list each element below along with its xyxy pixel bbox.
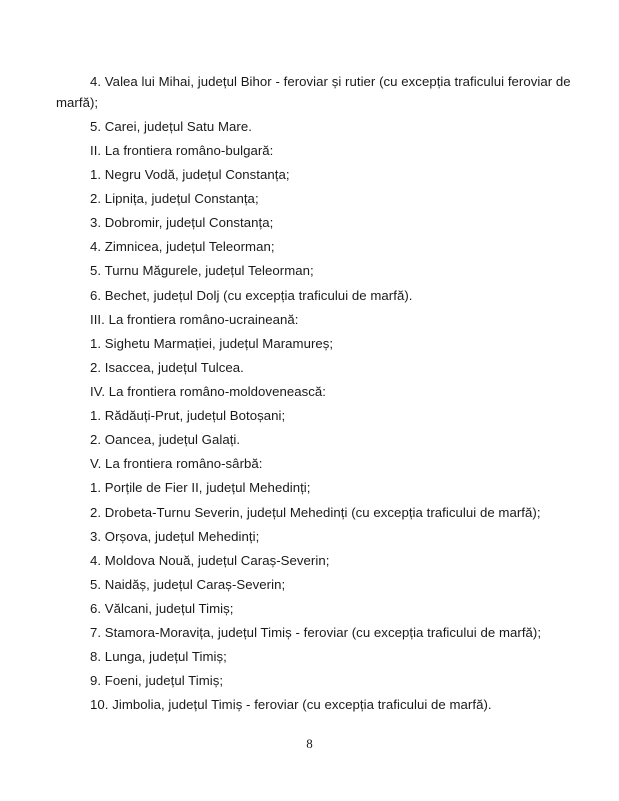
section-heading-bulgaria: II. La frontiera româno-bulgară: xyxy=(90,143,274,158)
list-item-dobromir: 3. Dobromir, județul Constanța; xyxy=(90,215,274,230)
list-item-oancea: 2. Oancea, județul Galați. xyxy=(90,432,241,447)
list-item-bechet: 6. Bechet, județul Dolj (cu excepția traficului de marfă). xyxy=(90,288,413,303)
list-item-radauti-prut: 1. Rădăuți-Prut, județul Botoșani; xyxy=(90,408,286,423)
list-item-isaccea: 2. Isaccea, județul Tulcea. xyxy=(90,360,244,375)
list-item-foeni: 9. Foeni, județul Timiș; xyxy=(90,673,224,688)
list-item-zimnicea: 4. Zimnicea, județul Teleorman; xyxy=(90,239,275,254)
list-item-stamora-moravita: 7. Stamora-Moravița, județul Timiș - feroviar (cu excepția traficului de marfă); xyxy=(90,625,542,640)
list-item-naidas: 5. Naidăș, județul Caraș-Severin; xyxy=(90,577,286,592)
list-item-lunga: 8. Lunga, județul Timiș; xyxy=(90,649,227,664)
list-item-carei: 5. Carei, județul Satu Mare. xyxy=(90,119,252,134)
list-item-valcani: 6. Vălcani, județul Timiș; xyxy=(90,601,234,616)
list-item-jimbolia: 10. Jimbolia, județul Timiș - feroviar (cu excepția traficului de marfă). xyxy=(90,697,492,712)
list-item-moldova-noua: 4. Moldova Nouă, județul Caraș-Severin; xyxy=(90,553,330,568)
list-item-portile-de-fier: 1. Porțile de Fier II, județul Mehedinți; xyxy=(90,480,311,495)
section-heading-ukraine: III. La frontiera româno-ucraineană: xyxy=(90,312,299,327)
list-item-drobeta-turnu-severin: 2. Drobeta-Turnu Severin, județul Mehedinți (cu excepția traficului de marfă); xyxy=(90,505,541,520)
list-item-valea-lui-mihai: 4. Valea lui Mihai, județul Bihor - feroviar și rutier (cu excepția traficului feroviar de xyxy=(90,74,571,89)
list-item-lipnita: 2. Lipnița, județul Constanța; xyxy=(90,191,259,206)
list-item-orsova: 3. Orșova, județul Mehedinți; xyxy=(90,529,260,544)
list-item-sighetu-marmatiei: 1. Sighetu Marmației, județul Maramureș; xyxy=(90,336,334,351)
section-heading-moldova: IV. La frontiera româno-moldovenească: xyxy=(90,384,326,399)
page-number: 8 xyxy=(306,736,313,751)
list-item-valea-lui-mihai-continuation: marfă); xyxy=(56,95,99,110)
list-item-turnu-magurele: 5. Turnu Măgurele, județul Teleorman; xyxy=(90,263,314,278)
section-heading-serbia: V. La frontiera româno-sârbă: xyxy=(90,456,263,471)
list-item-negru-voda: 1. Negru Vodă, județul Constanța; xyxy=(90,167,290,182)
